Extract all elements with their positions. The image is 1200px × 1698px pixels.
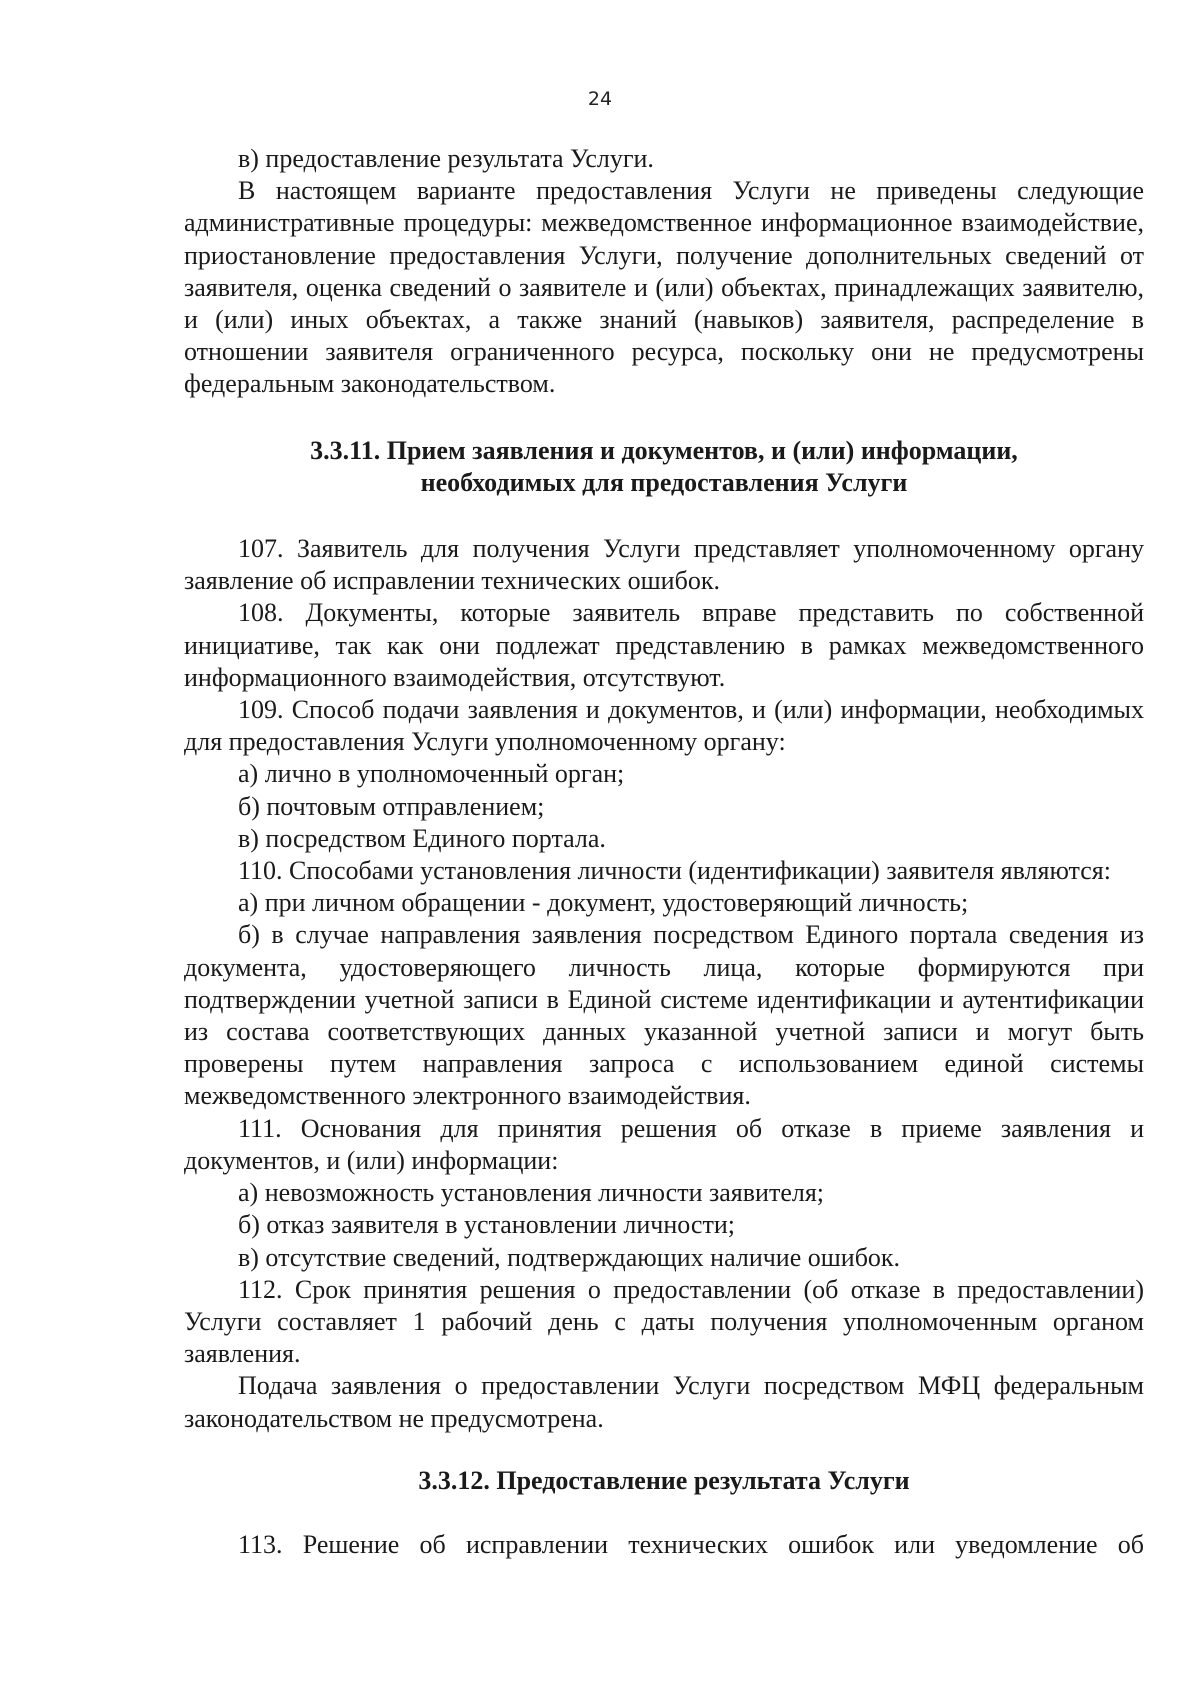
list-item: в) отсутствие сведений, подтверждающих наличие ошибок. bbox=[238, 1242, 901, 1272]
paragraph-109: 109. Способ подачи заявления и документов, и (или) информации, необходимых для предоставления Услуги уполномоченному органу: bbox=[184, 695, 1144, 757]
list-item: а) при личном обращении - документ, удостоверяющий личность; bbox=[238, 888, 969, 918]
paragraph-107: 107. Заявитель для получения Услуги представляет уполномоченному органу заявление об исправлении технических ошибок. bbox=[184, 534, 1144, 596]
paragraph-113: 113. Решение об исправлении технических ошибок или уведомление об bbox=[238, 1529, 1144, 1559]
list-item: а) невозможность установления личности заявителя; bbox=[238, 1178, 825, 1208]
section-heading-3-3-11 bbox=[184, 435, 1144, 499]
paragraph-110: 110. Способами установления личности (идентификации) заявителя являются: bbox=[238, 856, 1111, 886]
paragraph-112: 112. Срок принятия решения о предоставлении (об отказе в предоставлении) Услуги составляет 1 рабочий день с даты получения уполномоченным органом заявления. bbox=[184, 1274, 1144, 1369]
paragraph: В настоящем варианте предоставления Услуги не приведены следующие административные процедуры: межведомственное информационное взаимодействие, приостановление предоставления Услуги, получение дополнительных сведений от заявителя, оценка сведений о заявителе и (или) объектах, принадлежащих заявителю, и (или) иных объектах, а также знаний (навыков) заявителя, распределение в отношении заявителя ограниченного ресурса, поскольку они не предусмотрены федеральным законодательством. bbox=[184, 176, 1144, 399]
list-item: а) лично в уполномоченный орган; bbox=[238, 759, 625, 789]
list-item: б) в случае направления заявления посредством Единого портала сведения из документа, удостоверяющего личность лица, которые формируются при подтверждении учетной записи в Единой системе идентификации и аутентификации из состава соответствующих данных указанной учетной записи и могут быть проверены путем направления запроса с использованием единой системы межведомственного электронного взаимодействия. bbox=[184, 920, 1144, 1111]
heading-line: необходимых для предоставления Услуги bbox=[420, 467, 908, 497]
list-item: б) отказ заявителя в установлении личности; bbox=[238, 1210, 735, 1240]
document-body bbox=[184, 143, 1144, 1561]
paragraph-108: 108. Документы, которые заявитель вправе представить по собственной инициативе, так как они подлежат представлению в рамках межведомственного информационного взаимодействия, отсутствуют. bbox=[184, 598, 1144, 692]
paragraph-111: 111. Основания для принятия решения об отказе в приеме заявления и документов, и (или) информации: bbox=[184, 1113, 1144, 1175]
page-number: 24 bbox=[587, 88, 613, 110]
list-item: б) почтовым отправлением; bbox=[238, 791, 545, 821]
list-item: в) посредством Единого портала. bbox=[238, 823, 606, 853]
section-heading-3-3-12: 3.3.12. Предоставление результата Услуги bbox=[418, 1465, 910, 1495]
list-item: в) предоставление результата Услуги. bbox=[238, 144, 654, 173]
paragraph: Подача заявления о предоставлении Услуги посредством МФЦ федеральным законодательством не предусмотрена. bbox=[184, 1371, 1144, 1433]
heading-line: 3.3.11. Прием заявления и документов, и (или) информации, bbox=[310, 435, 1018, 465]
